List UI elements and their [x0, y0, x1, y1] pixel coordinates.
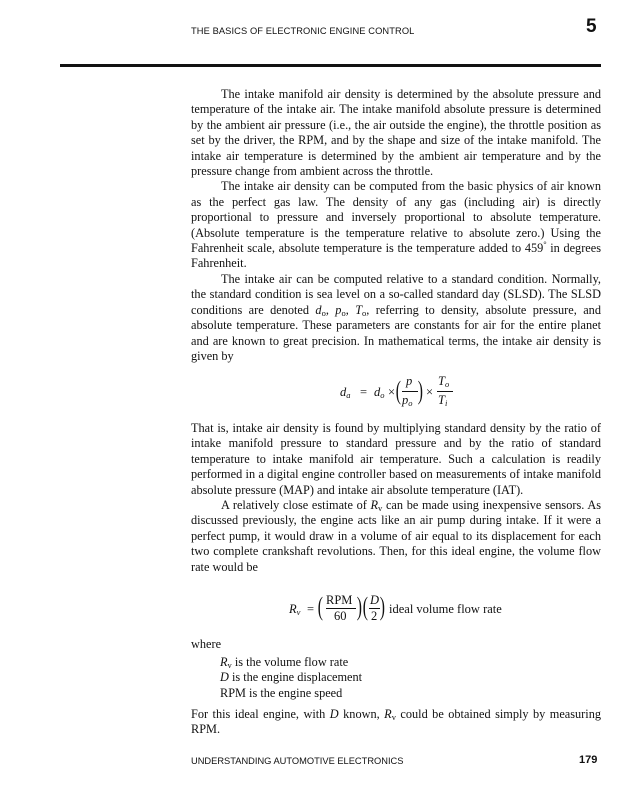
eq-note: ideal volume flow rate — [389, 602, 502, 616]
paragraph-text: , referring to density, absolute pressure, and absolute temperature. These parameters are constants for air for the entire planet and are known to great precision. In mathematical terms, the intake air density is given by — [191, 302, 601, 363]
definition-item: $R_v$ is the volume flow rate — [220, 655, 349, 670]
symbol-R: R — [384, 707, 392, 721]
subscript: v — [378, 503, 383, 514]
equation-air-density — [340, 373, 480, 413]
eq-left-paren: ( — [362, 592, 368, 621]
eq-lhs: $d_a$ — [340, 385, 351, 400]
equation-volume-flow-rate — [289, 594, 529, 626]
paragraph-ideal-engine — [191, 707, 601, 738]
paragraph-density-explanation: That is, intake air density is found by multiplying standard density by the ratio of intake manifold pressure to standard pressure and by the ratio of standard temperature to intake manifold air temperature. Such a calculation is readily performed in a digital engine controller based on measurements of intake manifold absolute pressure (MAP) and intake air absolute temperature (IAT). — [191, 421, 601, 497]
symbol-d: d — [315, 302, 322, 317]
subscript: v — [391, 712, 396, 722]
eq-rpm-numerator: RPM — [326, 593, 353, 607]
definition-item: RPM is the engine speed — [220, 685, 343, 700]
body-block-1 — [191, 87, 601, 364]
eq-times: × — [426, 385, 434, 399]
eq-lhs: $R_v$ — [289, 602, 301, 617]
subscript: o — [362, 307, 367, 318]
page-number: 179 — [579, 754, 598, 766]
symbol-R: R — [370, 498, 379, 513]
body-block-2 — [191, 421, 601, 575]
subscript: o — [321, 307, 326, 318]
eq-temperature-denominator: $T_i$ — [438, 393, 448, 408]
eq-right-paren: ) — [417, 376, 423, 405]
eq-equals: = — [360, 385, 368, 399]
definition-item: D is the engine displacement — [220, 670, 363, 685]
paragraph-text: can be made using inexpensive sensors. As discussed previously, the engine acts like an air pump during intake. If it were a perfect pump, it would draw in a volume of air equal to its displacement for each two complete crankshaft revolutions. Then, for this ideal engine, the volume flow rate would be — [191, 498, 601, 574]
eq-left-paren: ( — [317, 592, 323, 621]
symbol-p: p — [335, 302, 342, 317]
eq-right-paren: ) — [356, 592, 362, 621]
where-label-block — [191, 637, 601, 652]
separator: , — [345, 302, 356, 317]
paragraph-volume-flow — [191, 498, 601, 575]
paragraph-text: The intake air density can be computed from the basic physics of air known as the perfect gas law. The density of any gas (including air) is directly proportional to pressure and inversely proportional to absolute temperature. (Absolute temperature is the temperature relative to absolute zero.) Using the Fahrenheit scale, absolute temperature is the temperature added to 459 — [191, 179, 601, 256]
eq-standard-density: $d_o$ — [374, 385, 385, 400]
eq-pressure-numerator: p — [406, 374, 413, 388]
running-footer: UNDERSTANDING AUTOMOTIVE ELECTRONICS — [191, 756, 404, 766]
degree-symbol: ° — [543, 240, 547, 250]
paragraph-text: For this ideal engine, with — [191, 707, 330, 721]
eq-times: × — [388, 385, 396, 399]
chapter-number: 5 — [586, 16, 597, 37]
body-block-3 — [191, 707, 601, 738]
eq-displacement-numerator: D — [370, 593, 380, 607]
eq-temperature-numerator: $T_o$ — [438, 374, 450, 389]
paragraph-perfect-gas-law — [191, 179, 601, 271]
subscript: o — [341, 307, 346, 318]
eq-equals: = — [307, 602, 315, 616]
definition-list — [220, 655, 362, 701]
paragraph-text: in degrees Fahrenheit. — [191, 241, 601, 271]
paragraph-text: could be obtained simply by measuring RPM. — [191, 707, 601, 737]
paragraph-standard-condition — [191, 272, 601, 364]
eq-right-paren: ) — [379, 592, 385, 621]
paragraph-text: known, — [338, 707, 385, 721]
paragraph-text: The intake air can be computed relative to a standard condition. Normally, the standard condition is sea level on a so-called standard day (SLSD). The SLSD conditions are denoted — [191, 271, 601, 317]
header-rule — [60, 64, 601, 67]
eq-displacement-denominator: 2 — [371, 609, 378, 623]
eq-rpm-denominator: 60 — [334, 609, 347, 623]
paragraph-text: A relatively close estimate of — [221, 498, 371, 513]
where-label: where — [191, 637, 222, 651]
paragraph-manifold-density: The intake manifold air density is determined by the absolute pressure and temperature of the intake air. The intake manifold absolute pressure is determined by the ambient air pressure (i.e., the air outside the engine), the throttle position as set by the driver, the RPM, and by the shape and size of the intake manifold. The intake air temperature is determined by the ambient air temperature and by the pressure change from ambient across the throttle. — [191, 87, 601, 179]
separator: , — [325, 302, 336, 317]
running-header: THE BASICS OF ELECTRONIC ENGINE CONTROL — [191, 26, 415, 36]
eq-fraction-bar — [437, 391, 453, 392]
eq-fraction-bar — [402, 391, 418, 392]
eq-pressure-denominator: $p_o$ — [402, 393, 413, 408]
eq-left-paren: ( — [395, 376, 401, 405]
symbol-T: T — [355, 302, 363, 317]
symbol-D: D — [329, 707, 339, 721]
